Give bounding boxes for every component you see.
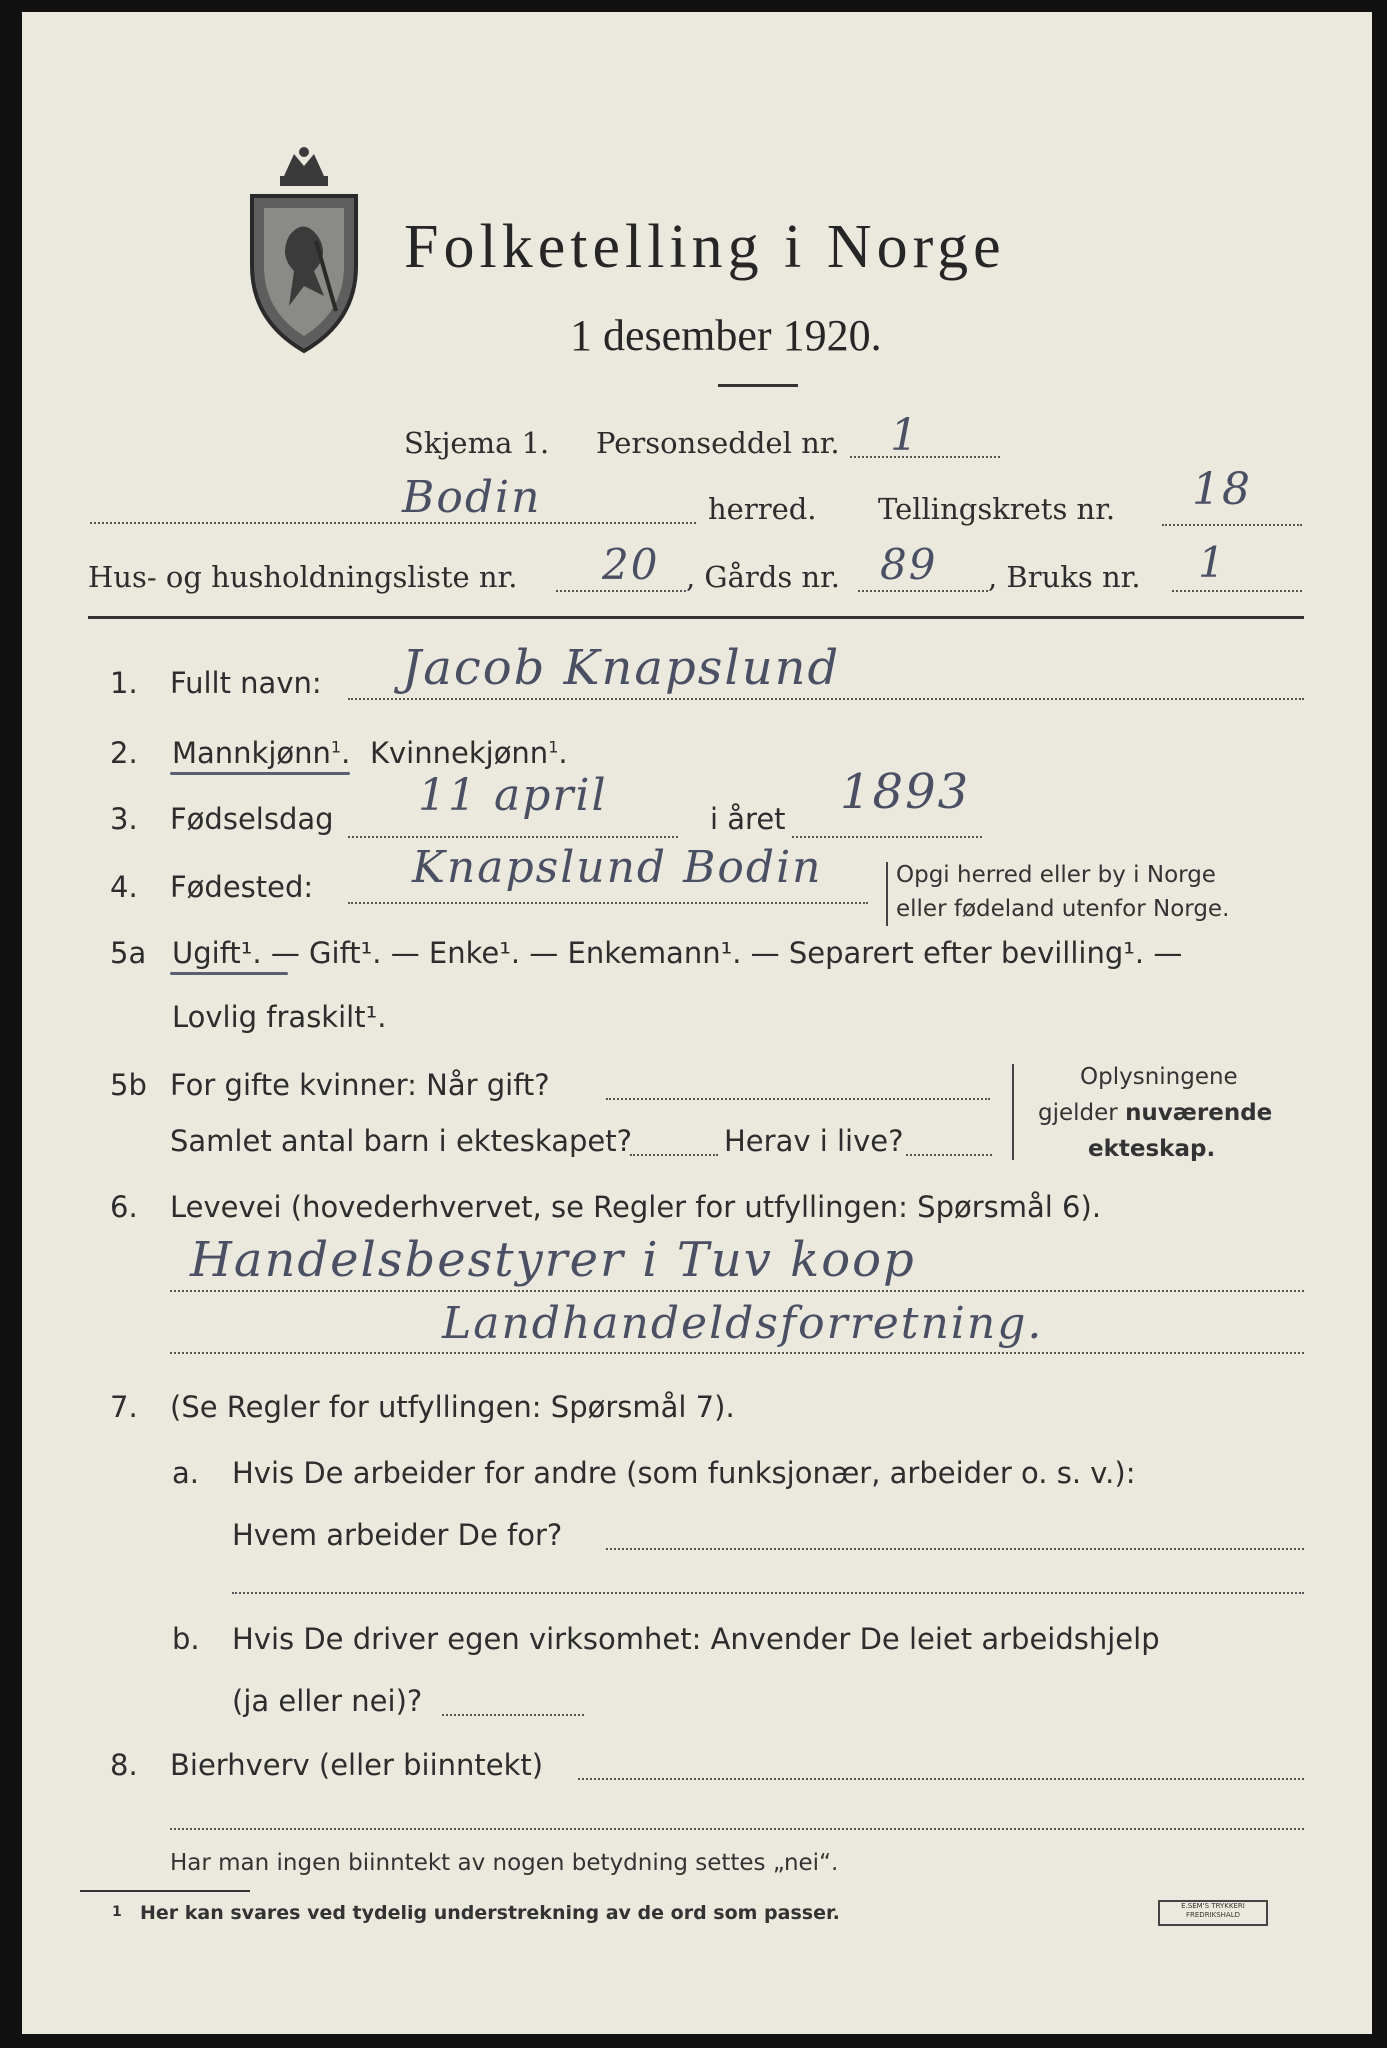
q5b-line1: For gifte kvinner: Når gift? bbox=[170, 1068, 550, 1102]
q6-value1: Handelsbestyrer i Tuv koop bbox=[190, 1232, 916, 1288]
q4-line bbox=[348, 902, 868, 904]
q1-number: 1. bbox=[110, 666, 138, 700]
q5a-line2: Lovlig fraskilt¹. bbox=[172, 1000, 387, 1034]
q6-number: 6. bbox=[110, 1190, 138, 1224]
q5b-note2: gjelder nuværende bbox=[1038, 1100, 1273, 1126]
q3-number: 3. bbox=[110, 802, 138, 836]
tellingskrets-label: Tellingskrets nr. bbox=[878, 492, 1116, 526]
q5b-note1: Oplysningene bbox=[1080, 1064, 1238, 1090]
personseddel-value: 1 bbox=[890, 410, 920, 461]
q7a-text: Hvis De arbeider for andre (som funksjonær, arbeider o. s. v.): bbox=[232, 1456, 1136, 1490]
bruks-label: , Bruks nr. bbox=[988, 560, 1141, 594]
husliste-value: 20 bbox=[602, 540, 660, 589]
husliste-label: Hus- og husholdningsliste nr. bbox=[88, 560, 518, 594]
tellingskrets-value: 18 bbox=[1192, 464, 1252, 515]
bruks-value: 1 bbox=[1198, 538, 1227, 587]
q5a-number: 5a bbox=[110, 936, 147, 970]
q7b-line bbox=[442, 1714, 584, 1716]
q2-male-underline bbox=[170, 772, 350, 775]
q5b-brace bbox=[1012, 1064, 1014, 1160]
q5b-line2b: Herav i live? bbox=[724, 1124, 904, 1158]
q4-number: 4. bbox=[110, 870, 138, 904]
q1-label: Fullt navn: bbox=[170, 666, 322, 700]
q6-line2 bbox=[170, 1352, 1304, 1354]
title-divider bbox=[718, 384, 798, 387]
tellingskrets-line bbox=[1162, 524, 1302, 526]
gards-label: , Gårds nr. bbox=[686, 560, 840, 594]
herred-line bbox=[90, 522, 696, 524]
q2-number: 2. bbox=[110, 736, 138, 770]
q1-value: Jacob Knapslund bbox=[402, 640, 841, 696]
q5b-line2a: Samlet antal barn i ekteskapet? bbox=[170, 1124, 632, 1158]
printer-stamp: E.SEM'S TRYKKERI FREDRIKSHALD bbox=[1158, 1900, 1268, 1926]
form-title: Folketelling i Norge bbox=[404, 213, 1006, 281]
q6-label: Levevei (hovederhvervet, se Regler for utfyllingen: Spørsmål 6). bbox=[170, 1190, 1102, 1224]
q7a-line2 bbox=[232, 1592, 1304, 1594]
q7-label: (Se Regler for utfyllingen: Spørsmål 7). bbox=[170, 1390, 735, 1424]
q3-year-line bbox=[792, 836, 982, 838]
q1-line bbox=[348, 698, 1304, 700]
q3-day-line bbox=[348, 836, 678, 838]
q4-note1: Opgi herred eller by i Norge bbox=[896, 862, 1216, 888]
q7b-letter: b. bbox=[172, 1622, 200, 1656]
personseddel-line bbox=[850, 456, 1000, 458]
q4-note2: eller fødeland utenfor Norge. bbox=[896, 896, 1230, 922]
bruks-line bbox=[1172, 590, 1302, 592]
husliste-line bbox=[556, 590, 686, 592]
census-form bbox=[22, 12, 1372, 2034]
footer-note: Har man ingen biinntekt av nogen betydning settes „nei“. bbox=[170, 1850, 839, 1876]
q7b-text: Hvis De driver egen virksomhet: Anvender De leiet arbeidshjelp bbox=[232, 1622, 1160, 1656]
q5b-children-line bbox=[630, 1154, 718, 1156]
q7-number: 7. bbox=[110, 1390, 138, 1424]
q7a-line1 bbox=[606, 1548, 1304, 1550]
q8-line2 bbox=[170, 1828, 1304, 1830]
q3-year-label: i året bbox=[710, 802, 786, 836]
q3-label: Fødselsdag bbox=[170, 802, 334, 836]
census-date: 1 desember 1920. bbox=[570, 311, 882, 360]
q4-value: Knapslund Bodin bbox=[412, 842, 823, 893]
footnote-rule bbox=[80, 1890, 250, 1892]
q2-female: Kvinnekjønn$^1$. bbox=[370, 736, 568, 770]
schema-label: Skjema 1. bbox=[404, 426, 550, 460]
herred-label: herred. bbox=[708, 492, 817, 526]
q7a-letter: a. bbox=[172, 1456, 199, 1490]
gards-line bbox=[858, 590, 988, 592]
q5b-alive-line bbox=[906, 1154, 992, 1156]
q5b-number: 5b bbox=[110, 1068, 147, 1102]
q4-label: Fødested: bbox=[170, 870, 314, 904]
q4-brace bbox=[886, 862, 888, 926]
footnote-text: Her kan svares ved tydelig understrekning av de ord som passer. bbox=[140, 1902, 840, 1924]
q5a-ugift-underline bbox=[170, 972, 288, 975]
footnote-number: 1 bbox=[112, 1904, 122, 1920]
q6-line1 bbox=[170, 1290, 1304, 1292]
q3-value: 11 april bbox=[418, 770, 608, 821]
q8-label: Bierhverv (eller biinntekt) bbox=[170, 1748, 544, 1782]
header-separator bbox=[88, 616, 1304, 619]
norwegian-coat-of-arms-icon bbox=[244, 146, 364, 356]
herred-value: Bodin bbox=[402, 472, 542, 523]
q5b-married-line bbox=[606, 1098, 990, 1100]
q5b-note3: ekteskap. bbox=[1088, 1136, 1216, 1162]
q3-year-value: 1893 bbox=[840, 764, 971, 820]
q2-male: Mannkjønn$^1$. bbox=[172, 736, 351, 770]
gards-value: 89 bbox=[880, 540, 938, 589]
q7a-text2: Hvem arbeider De for? bbox=[232, 1518, 563, 1552]
q8-line1 bbox=[578, 1778, 1304, 1780]
q7b-text2: (ja eller nei)? bbox=[232, 1684, 423, 1718]
q8-number: 8. bbox=[110, 1748, 138, 1782]
q5a-line1: Ugift¹. — Gift¹. — Enke¹. — Enkemann¹. — Separert efter bevilling¹. — bbox=[172, 936, 1183, 970]
q6-value2: Landhandeldsforretning. bbox=[442, 1298, 1044, 1349]
personseddel-label: Personseddel nr. bbox=[596, 426, 840, 460]
